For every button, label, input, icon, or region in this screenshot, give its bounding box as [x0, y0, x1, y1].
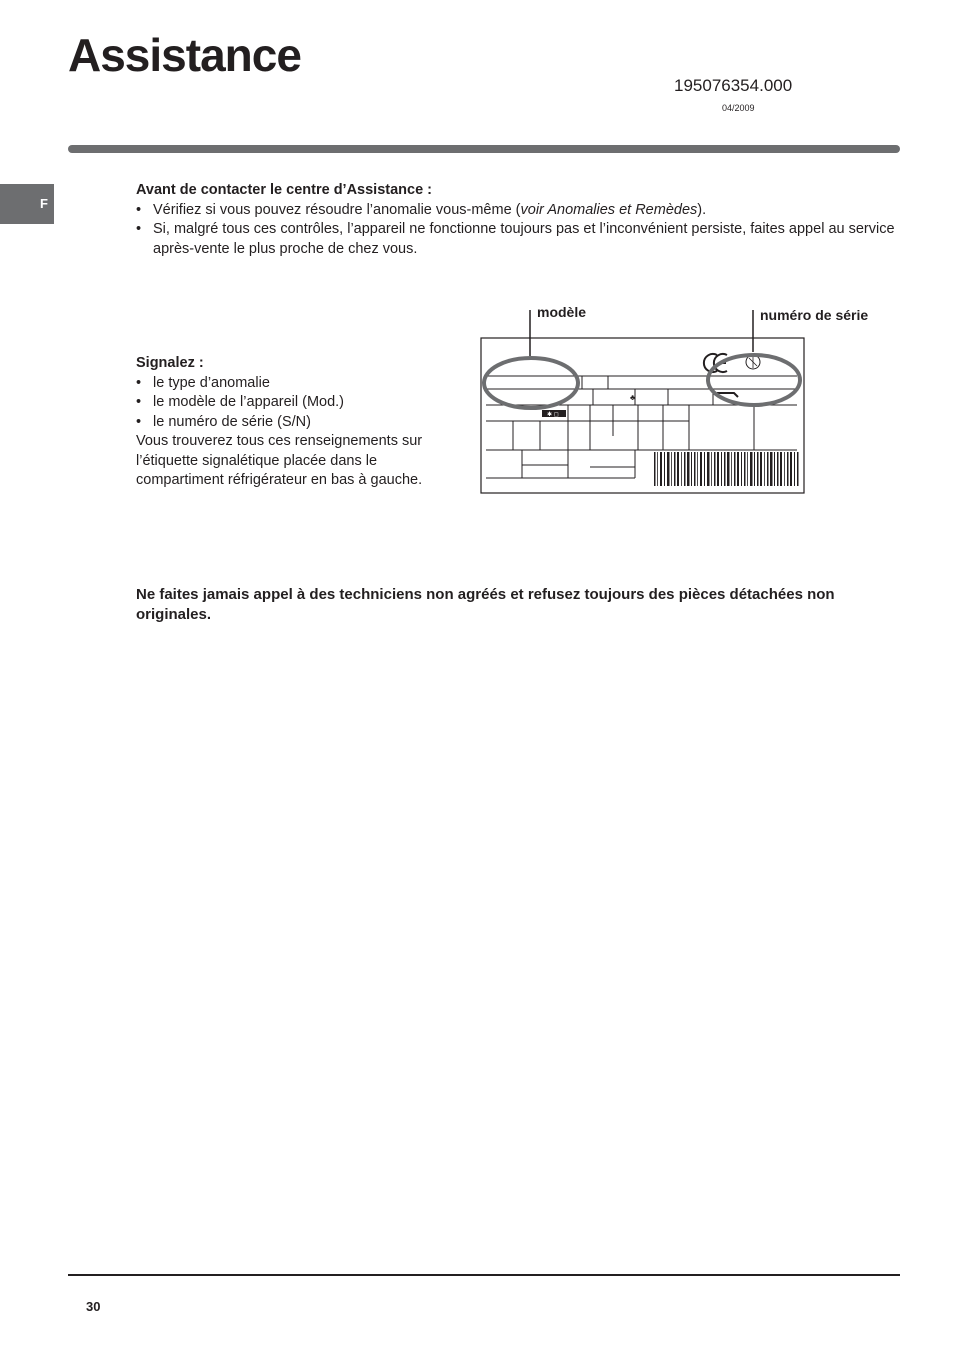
header-rule [68, 145, 900, 153]
signalez-item: • le numéro de série (S/N) [136, 413, 456, 433]
intro-bullet-1 [136, 201, 896, 221]
rating-plate-svg [470, 300, 890, 510]
intro-bullet-2: • Si, malgré tous ces contrôles, l’appareil ne fonctionne toujours pas et l’inconvénient persiste, faites appel au service après-vente le plus proche de chez vous. [136, 220, 896, 259]
page-title: Assistance [68, 29, 301, 81]
model-callout-label: modèle [537, 304, 587, 320]
svg-text:♣: ♣ [630, 393, 636, 402]
language-tab-label: F [40, 196, 48, 211]
intro-section [136, 181, 896, 259]
signalez-heading: Signalez : [136, 355, 204, 371]
signalez-item: • le type d’anomalie [136, 374, 456, 394]
serial-callout-label: numéro de série [760, 307, 869, 323]
language-tab [0, 184, 54, 224]
intro-bullet-1-text: Vérifiez si vous pouvez résoudre l’anomalie vous-même ( [153, 201, 521, 218]
intro-heading: Avant de contacter le centre d’Assistance : [136, 182, 433, 198]
document-number: 195076354.000 [674, 76, 793, 95]
signalez-item: • le modèle de l’appareil (Mod.) [136, 393, 456, 413]
svg-text:✱ ◻: ✱ ◻ [547, 412, 559, 418]
page-number: 30 [86, 1299, 101, 1314]
intro-bullet-1-end: ). [697, 201, 707, 218]
footer-rule [68, 1274, 900, 1276]
signalez-note: Vous trouverez tous ces renseignements sur l’étiquette signalétique placée dans le compartiment réfrigérateur en bas à gauche. [136, 433, 423, 488]
document-date: 04/2009 [722, 103, 755, 113]
rating-plate-illustration [470, 300, 890, 510]
intro-bullet-1-reference: voir Anomalies et Remèdes [520, 201, 698, 218]
signalez-section [136, 354, 456, 491]
warning-text: Ne faites jamais appel à des techniciens non agréés et refusez toujours des pièces détachées non originales. [136, 586, 835, 623]
